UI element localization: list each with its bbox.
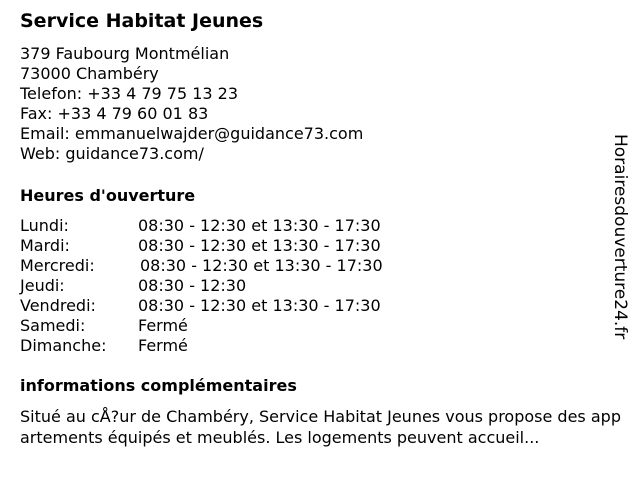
hours-day: Vendredi:	[20, 296, 96, 315]
hours-heading: Heures d'ouverture	[20, 186, 196, 205]
hours-table	[20, 216, 612, 356]
hours-row	[20, 236, 612, 256]
hours-row	[20, 316, 612, 336]
fax-number: Fax: +33 4 79 60 01 83	[20, 104, 209, 123]
contact-block	[20, 44, 612, 164]
hours-row	[20, 276, 612, 296]
hours-time: 08:30 - 12:30 et 13:30 - 17:30	[138, 236, 381, 255]
hours-row	[20, 336, 612, 356]
phone-number: Telefon: +33 4 79 75 13 23	[20, 84, 239, 103]
email-address: Email: emmanuelwajder@guidance73.com	[20, 124, 364, 143]
info-text: Situé au cÅ?ur de Chambéry, Service Habitat Jeunes vous propose des appartements équipés et meublés. Les logements peuvent accueil...	[20, 407, 621, 447]
hours-row	[20, 216, 612, 236]
info-heading: informations complémentaires	[20, 376, 297, 395]
hours-time: 08:30 - 12:30 et 13:30 - 17:30	[140, 256, 383, 275]
hours-day: Dimanche:	[20, 336, 107, 355]
city-address: 73000 Chambéry	[20, 64, 159, 83]
hours-day: Lundi:	[20, 216, 69, 235]
hours-day: Samedi:	[20, 316, 86, 335]
hours-day: Jeudi:	[20, 276, 65, 295]
business-title: Service Habitat Jeunes	[20, 10, 264, 32]
hours-time: 08:30 - 12:30 et 13:30 - 17:30	[138, 216, 381, 235]
watermark-text: Horairesdouverture24.fr	[610, 134, 630, 340]
hours-time: Fermé	[138, 336, 188, 355]
hours-time: Fermé	[138, 316, 188, 335]
hours-row	[20, 256, 612, 276]
hours-time: 08:30 - 12:30	[138, 276, 247, 295]
street-address: 379 Faubourg Montmélian	[20, 44, 230, 63]
hours-time: 08:30 - 12:30 et 13:30 - 17:30	[138, 296, 381, 315]
hours-day: Mercredi:	[20, 256, 95, 275]
website: Web: guidance73.com/	[20, 144, 204, 163]
hours-row	[20, 296, 612, 316]
hours-day: Mardi:	[20, 236, 70, 255]
